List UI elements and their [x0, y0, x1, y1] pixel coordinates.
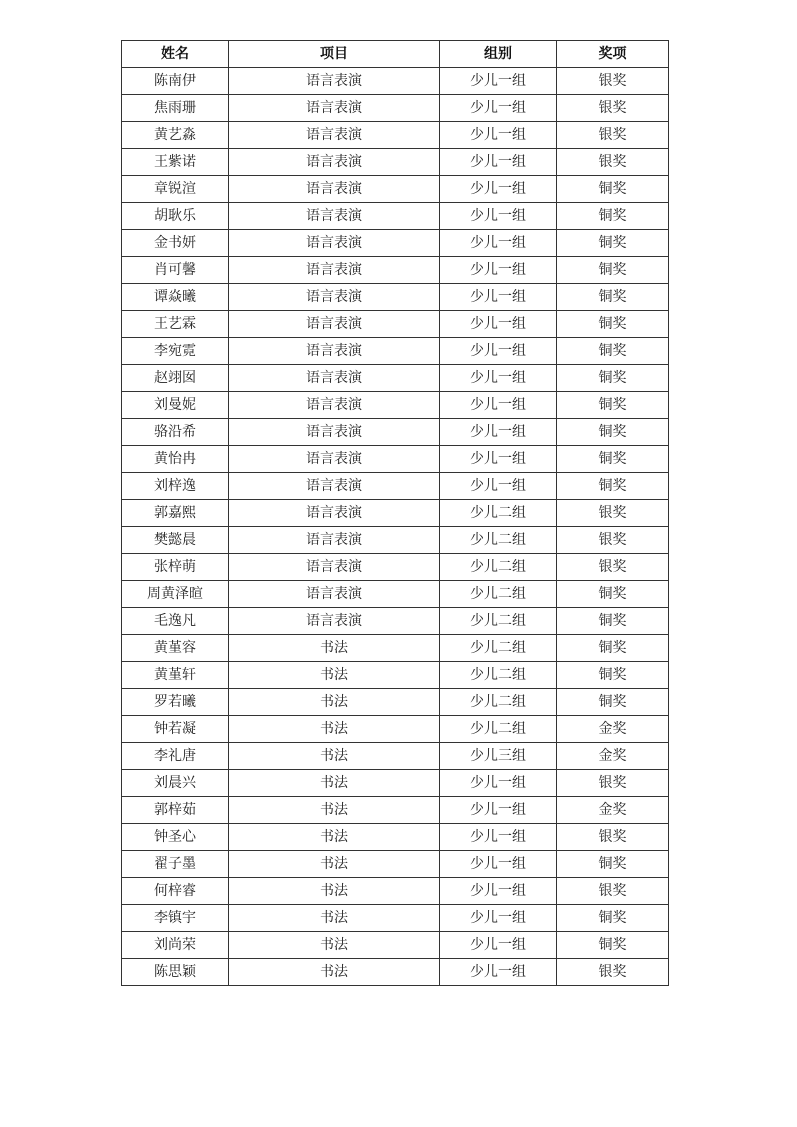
cell-group: 少儿一组	[440, 338, 557, 365]
cell-name: 刘梓逸	[122, 473, 229, 500]
cell-group: 少儿二组	[440, 527, 557, 554]
cell-event: 语言表演	[229, 608, 440, 635]
cell-group: 少儿一组	[440, 68, 557, 95]
cell-name: 郭梓茹	[122, 797, 229, 824]
cell-group: 少儿一组	[440, 149, 557, 176]
cell-event: 语言表演	[229, 311, 440, 338]
cell-award: 银奖	[557, 770, 669, 797]
cell-award: 铜奖	[557, 257, 669, 284]
table-row	[122, 797, 669, 824]
table-row	[122, 905, 669, 932]
table-row	[122, 311, 669, 338]
table-row	[122, 230, 669, 257]
cell-group: 少儿二组	[440, 608, 557, 635]
table-row	[122, 608, 669, 635]
table-row	[122, 284, 669, 311]
table-row	[122, 365, 669, 392]
cell-group: 少儿二组	[440, 635, 557, 662]
cell-name: 焦雨珊	[122, 95, 229, 122]
cell-award: 铜奖	[557, 851, 669, 878]
cell-name: 钟若凝	[122, 716, 229, 743]
cell-name: 王紫诺	[122, 149, 229, 176]
table-row	[122, 554, 669, 581]
cell-event: 语言表演	[229, 554, 440, 581]
table-row	[122, 689, 669, 716]
cell-name: 陈南伊	[122, 68, 229, 95]
cell-award: 银奖	[557, 122, 669, 149]
cell-award: 铜奖	[557, 608, 669, 635]
cell-award: 金奖	[557, 797, 669, 824]
cell-event: 语言表演	[229, 581, 440, 608]
cell-award: 银奖	[557, 149, 669, 176]
cell-event: 语言表演	[229, 68, 440, 95]
cell-award: 银奖	[557, 527, 669, 554]
cell-name: 王艺霖	[122, 311, 229, 338]
cell-name: 黄怡冉	[122, 446, 229, 473]
cell-award: 银奖	[557, 554, 669, 581]
cell-award: 铜奖	[557, 932, 669, 959]
cell-event: 语言表演	[229, 419, 440, 446]
cell-group: 少儿一组	[440, 851, 557, 878]
cell-event: 语言表演	[229, 122, 440, 149]
cell-event: 书法	[229, 635, 440, 662]
cell-group: 少儿二组	[440, 662, 557, 689]
cell-event: 书法	[229, 878, 440, 905]
cell-award: 铜奖	[557, 311, 669, 338]
cell-name: 赵翊囡	[122, 365, 229, 392]
cell-award: 金奖	[557, 743, 669, 770]
table-header	[122, 41, 669, 68]
table-row	[122, 419, 669, 446]
cell-award: 铜奖	[557, 284, 669, 311]
table-row	[122, 446, 669, 473]
table-row	[122, 527, 669, 554]
cell-event: 语言表演	[229, 392, 440, 419]
cell-name: 肖可馨	[122, 257, 229, 284]
cell-award: 铜奖	[557, 392, 669, 419]
cell-award: 银奖	[557, 500, 669, 527]
table-row	[122, 932, 669, 959]
cell-event: 语言表演	[229, 284, 440, 311]
cell-group: 少儿一组	[440, 176, 557, 203]
cell-group: 少儿一组	[440, 95, 557, 122]
cell-group: 少儿一组	[440, 770, 557, 797]
header-award: 奖项	[557, 41, 669, 68]
cell-event: 书法	[229, 932, 440, 959]
cell-group: 少儿一组	[440, 203, 557, 230]
cell-name: 黄艺淼	[122, 122, 229, 149]
cell-event: 语言表演	[229, 203, 440, 230]
cell-group: 少儿一组	[440, 122, 557, 149]
cell-group: 少儿一组	[440, 824, 557, 851]
cell-award: 铜奖	[557, 446, 669, 473]
cell-event: 语言表演	[229, 149, 440, 176]
table-row	[122, 95, 669, 122]
table-row	[122, 581, 669, 608]
cell-group: 少儿一组	[440, 311, 557, 338]
cell-event: 语言表演	[229, 473, 440, 500]
cell-award: 铜奖	[557, 176, 669, 203]
cell-award: 银奖	[557, 68, 669, 95]
cell-event: 语言表演	[229, 527, 440, 554]
cell-group: 少儿一组	[440, 419, 557, 446]
cell-name: 胡耿乐	[122, 203, 229, 230]
cell-group: 少儿一组	[440, 284, 557, 311]
cell-award: 金奖	[557, 716, 669, 743]
table-row	[122, 68, 669, 95]
cell-group: 少儿三组	[440, 743, 557, 770]
cell-award: 铜奖	[557, 473, 669, 500]
cell-name: 章锐渲	[122, 176, 229, 203]
cell-group: 少儿一组	[440, 392, 557, 419]
cell-group: 少儿二组	[440, 581, 557, 608]
table-row	[122, 959, 669, 986]
cell-event: 书法	[229, 662, 440, 689]
cell-name: 翟子墨	[122, 851, 229, 878]
cell-award: 铜奖	[557, 635, 669, 662]
cell-event: 书法	[229, 824, 440, 851]
table-body	[122, 68, 669, 986]
cell-name: 何梓睿	[122, 878, 229, 905]
cell-award: 铜奖	[557, 689, 669, 716]
cell-event: 语言表演	[229, 365, 440, 392]
table-row	[122, 176, 669, 203]
cell-name: 罗若曦	[122, 689, 229, 716]
cell-event: 书法	[229, 689, 440, 716]
table-row	[122, 878, 669, 905]
cell-name: 刘曼妮	[122, 392, 229, 419]
cell-group: 少儿一组	[440, 473, 557, 500]
cell-event: 语言表演	[229, 176, 440, 203]
cell-group: 少儿二组	[440, 554, 557, 581]
cell-group: 少儿一组	[440, 446, 557, 473]
cell-group: 少儿一组	[440, 257, 557, 284]
cell-name: 黄堇轩	[122, 662, 229, 689]
results-table	[121, 40, 669, 986]
header-event: 项目	[229, 41, 440, 68]
cell-event: 语言表演	[229, 446, 440, 473]
cell-award: 铜奖	[557, 662, 669, 689]
table-row	[122, 392, 669, 419]
cell-event: 书法	[229, 959, 440, 986]
cell-name: 刘晨兴	[122, 770, 229, 797]
cell-name: 樊懿晨	[122, 527, 229, 554]
cell-event: 语言表演	[229, 338, 440, 365]
cell-award: 铜奖	[557, 203, 669, 230]
cell-event: 书法	[229, 851, 440, 878]
cell-event: 书法	[229, 797, 440, 824]
table-row	[122, 500, 669, 527]
cell-award: 铜奖	[557, 230, 669, 257]
table-row	[122, 770, 669, 797]
cell-award: 银奖	[557, 959, 669, 986]
table-row	[122, 635, 669, 662]
cell-name: 周黄泽暄	[122, 581, 229, 608]
header-name: 姓名	[122, 41, 229, 68]
cell-group: 少儿二组	[440, 689, 557, 716]
table-row	[122, 122, 669, 149]
cell-group: 少儿一组	[440, 905, 557, 932]
cell-name: 李宛霓	[122, 338, 229, 365]
cell-award: 铜奖	[557, 581, 669, 608]
table-row	[122, 716, 669, 743]
cell-name: 李礼唐	[122, 743, 229, 770]
cell-group: 少儿二组	[440, 500, 557, 527]
cell-event: 语言表演	[229, 230, 440, 257]
table-row	[122, 257, 669, 284]
cell-event: 语言表演	[229, 257, 440, 284]
table-row	[122, 473, 669, 500]
cell-award: 铜奖	[557, 419, 669, 446]
cell-award: 铜奖	[557, 365, 669, 392]
cell-name: 钟圣心	[122, 824, 229, 851]
cell-award: 铜奖	[557, 338, 669, 365]
cell-name: 李镇宇	[122, 905, 229, 932]
cell-event: 书法	[229, 905, 440, 932]
cell-group: 少儿一组	[440, 932, 557, 959]
cell-award: 银奖	[557, 824, 669, 851]
table-row	[122, 824, 669, 851]
cell-name: 陈思颖	[122, 959, 229, 986]
table-row	[122, 851, 669, 878]
cell-name: 郭嘉熙	[122, 500, 229, 527]
cell-group: 少儿一组	[440, 797, 557, 824]
cell-name: 骆沿希	[122, 419, 229, 446]
cell-name: 黄堇容	[122, 635, 229, 662]
cell-group: 少儿一组	[440, 878, 557, 905]
cell-group: 少儿二组	[440, 716, 557, 743]
cell-event: 语言表演	[229, 500, 440, 527]
table-row	[122, 662, 669, 689]
cell-name: 毛逸凡	[122, 608, 229, 635]
table-row	[122, 203, 669, 230]
cell-name: 金书妍	[122, 230, 229, 257]
cell-name: 刘尚荣	[122, 932, 229, 959]
table-row	[122, 149, 669, 176]
cell-award: 银奖	[557, 878, 669, 905]
cell-event: 书法	[229, 770, 440, 797]
cell-name: 谭焱曦	[122, 284, 229, 311]
cell-award: 银奖	[557, 95, 669, 122]
cell-group: 少儿一组	[440, 959, 557, 986]
table-row	[122, 743, 669, 770]
table-row	[122, 338, 669, 365]
header-row	[122, 41, 669, 68]
cell-group: 少儿一组	[440, 230, 557, 257]
cell-event: 书法	[229, 716, 440, 743]
cell-name: 张梓萌	[122, 554, 229, 581]
cell-group: 少儿一组	[440, 365, 557, 392]
header-group: 组别	[440, 41, 557, 68]
cell-event: 语言表演	[229, 95, 440, 122]
cell-event: 书法	[229, 743, 440, 770]
cell-award: 铜奖	[557, 905, 669, 932]
